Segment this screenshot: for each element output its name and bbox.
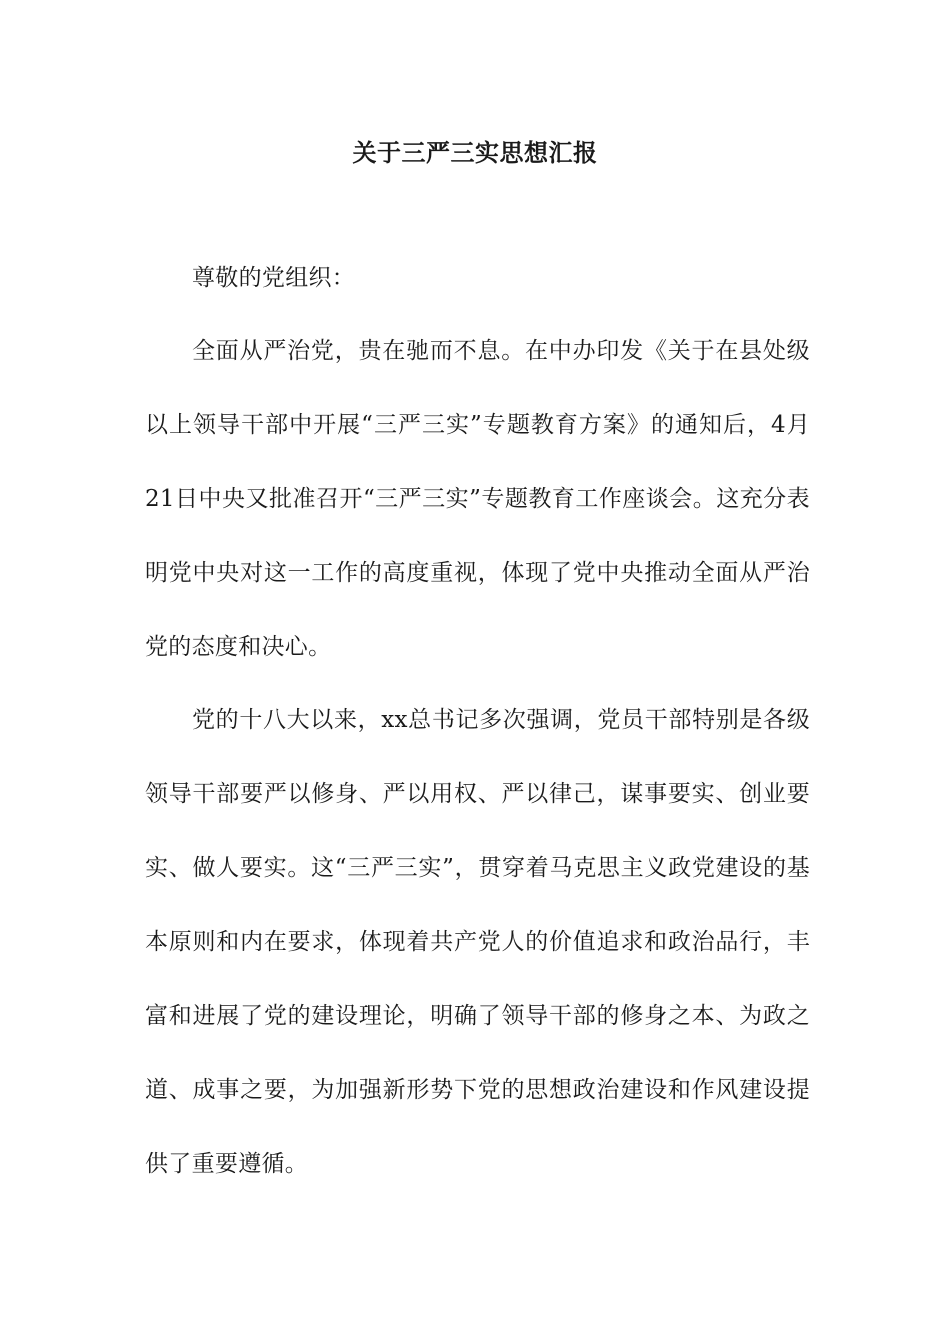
salutation: 尊敬的党组织：	[192, 265, 356, 291]
document-title: 关于三严三实思想汇报	[352, 138, 598, 167]
paragraph-2: 党的十八大以来，xx总书记多次强调，党员干部特别是各级领导干部要严以修身、严以用权、严以律己，谋事要实、创业要实、做人要实。这“三严三实”，贯穿着马克思主义政党建设的基本原则和内在要求，体现着共产党人的价值追求和政治品行，丰富和进展了党的建设理论，明确了领导干部的修身之本、为政之道、成事之要，为加强新形势下党的思想政治建设和作风建设提供了重要遵循。	[145, 707, 810, 1177]
paragraph-1: 全面从严治党，贵在驰而不息。在中办印发《关于在县处级以上领导干部中开展“三严三实”专题教育方案》的通知后，4月21日中央又批准召开“三严三实”专题教育工作座谈会。这充分表明党中央对这一工作的高度重视，体现了党中央推动全面从严治党的态度和决心。	[145, 338, 810, 660]
